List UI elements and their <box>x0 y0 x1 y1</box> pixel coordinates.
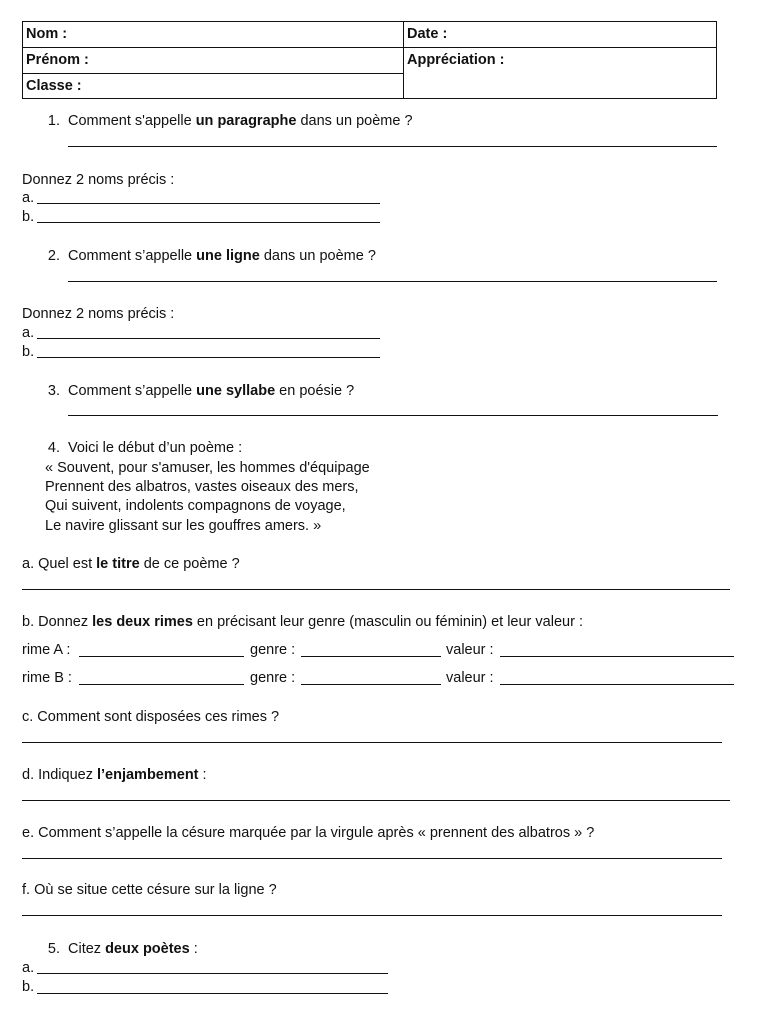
q1-intro: Donnez 2 noms précis : <box>22 172 175 188</box>
q1-option-a-label: a. <box>22 190 35 206</box>
q5-option-b-label: b. <box>22 979 35 995</box>
answer-line-4c[interactable] <box>22 742 722 743</box>
rime-b-label: rime B : <box>22 670 72 686</box>
question-4e: e. Comment s’appelle la césure marquée par la virgule après « prennent des albatros » ? <box>22 825 595 841</box>
question-4d-text: d. Indiquez <box>22 767 97 783</box>
poem-line-2: Prennent des albatros, vastes oiseaux des mers, <box>45 479 359 495</box>
answer-line-4f[interactable] <box>22 915 722 916</box>
question-3 <box>36 382 354 400</box>
rime-b-valeur-line[interactable] <box>500 684 734 685</box>
firstname-label: Prénom : <box>26 52 89 68</box>
name-label: Nom : <box>26 26 68 42</box>
name-field[interactable] <box>23 22 404 48</box>
question-4 <box>36 439 242 457</box>
answer-line-4e[interactable] <box>22 858 722 859</box>
question-1-end: dans un poème ? <box>296 113 413 129</box>
question-4c: c. Comment sont disposées ces rimes ? <box>22 709 280 725</box>
rime-a-genre-label: genre : <box>250 642 296 658</box>
q1-answer-b-line[interactable] <box>37 222 380 223</box>
question-2-keyword: une ligne <box>196 248 260 264</box>
question-5 <box>36 940 198 958</box>
firstname-field[interactable] <box>23 48 404 74</box>
question-1-text: Comment s'appelle <box>68 113 196 129</box>
question-1 <box>36 112 413 130</box>
poem-line-4: Le navire glissant sur les gouffres amers. » <box>45 518 322 534</box>
q5-answer-a-line[interactable] <box>37 973 388 974</box>
poem-line-1: « Souvent, pour s'amuser, les hommes d'équipage <box>45 460 370 476</box>
answer-line-3[interactable] <box>68 415 718 416</box>
rime-a-genre-line[interactable] <box>301 656 441 657</box>
date-label: Date : <box>407 26 448 42</box>
question-1-keyword: un paragraphe <box>195 113 297 129</box>
rime-a-valeur-label: valeur : <box>446 642 494 658</box>
question-3-text: Comment s’appelle <box>68 383 197 399</box>
q2-option-b-label: b. <box>22 344 35 360</box>
q5-answer-b-line[interactable] <box>37 993 388 994</box>
question-4b-keyword: les deux rimes <box>92 614 193 630</box>
class-field[interactable] <box>23 74 404 98</box>
rime-a-label: rime A : <box>22 642 71 658</box>
q1-answer-a-line[interactable] <box>37 203 380 204</box>
question-4a-keyword: le titre <box>96 556 140 572</box>
class-label: Classe : <box>26 78 82 94</box>
student-info-table <box>22 21 717 99</box>
question-4-number: 4. <box>47 440 60 456</box>
question-4f: f. Où se situe cette césure sur la ligne ? <box>22 882 277 898</box>
q2-answer-b-line[interactable] <box>37 357 380 358</box>
rime-a-valeur-line[interactable] <box>500 656 734 657</box>
question-4b <box>22 613 583 631</box>
appreciation-field[interactable] <box>404 48 716 98</box>
question-2-end: dans un poème ? <box>259 248 376 264</box>
answer-line-4d[interactable] <box>22 800 730 801</box>
rime-b-genre-line[interactable] <box>301 684 441 685</box>
question-4a-end: de ce poème ? <box>139 556 240 572</box>
date-field[interactable] <box>404 22 716 48</box>
poem-line-3: Qui suivent, indolents compagnons de voyage, <box>45 498 346 514</box>
question-3-end: en poésie ? <box>275 383 355 399</box>
q2-intro: Donnez 2 noms précis : <box>22 306 175 322</box>
q2-option-a-label: a. <box>22 325 35 341</box>
answer-line-1[interactable] <box>68 146 717 147</box>
rime-b-line[interactable] <box>79 684 244 685</box>
q1-option-b-label: b. <box>22 209 35 225</box>
question-3-number: 3. <box>47 383 60 399</box>
rime-b-valeur-label: valeur : <box>446 670 494 686</box>
rime-a-line[interactable] <box>79 656 244 657</box>
question-1-number: 1. <box>47 113 60 129</box>
question-4b-text: b. Donnez <box>22 614 93 630</box>
answer-line-4a[interactable] <box>22 589 730 590</box>
question-4d-keyword: l’enjambement <box>96 767 199 783</box>
question-4a <box>22 555 240 573</box>
question-5-keyword: deux poètes <box>105 941 190 957</box>
answer-line-2[interactable] <box>68 281 717 282</box>
question-3-keyword: une syllabe <box>196 383 276 399</box>
question-2-number: 2. <box>47 248 60 264</box>
question-4d-end: : <box>198 767 207 783</box>
question-4-text: Voici le début d’un poème : <box>68 440 243 456</box>
q5-option-a-label: a. <box>22 960 35 976</box>
appreciation-label: Appréciation : <box>407 52 505 68</box>
question-4a-text: a. Quel est <box>22 556 97 572</box>
question-4d <box>22 766 207 784</box>
q2-answer-a-line[interactable] <box>37 338 380 339</box>
question-2-text: Comment s’appelle <box>68 248 197 264</box>
question-5-end: : <box>189 941 198 957</box>
question-2 <box>36 247 376 265</box>
rime-b-genre-label: genre : <box>250 670 296 686</box>
question-5-text: Citez <box>68 941 106 957</box>
question-5-number: 5. <box>47 941 60 957</box>
question-4b-end: en précisant leur genre (masculin ou féminin) et leur valeur : <box>192 614 583 630</box>
